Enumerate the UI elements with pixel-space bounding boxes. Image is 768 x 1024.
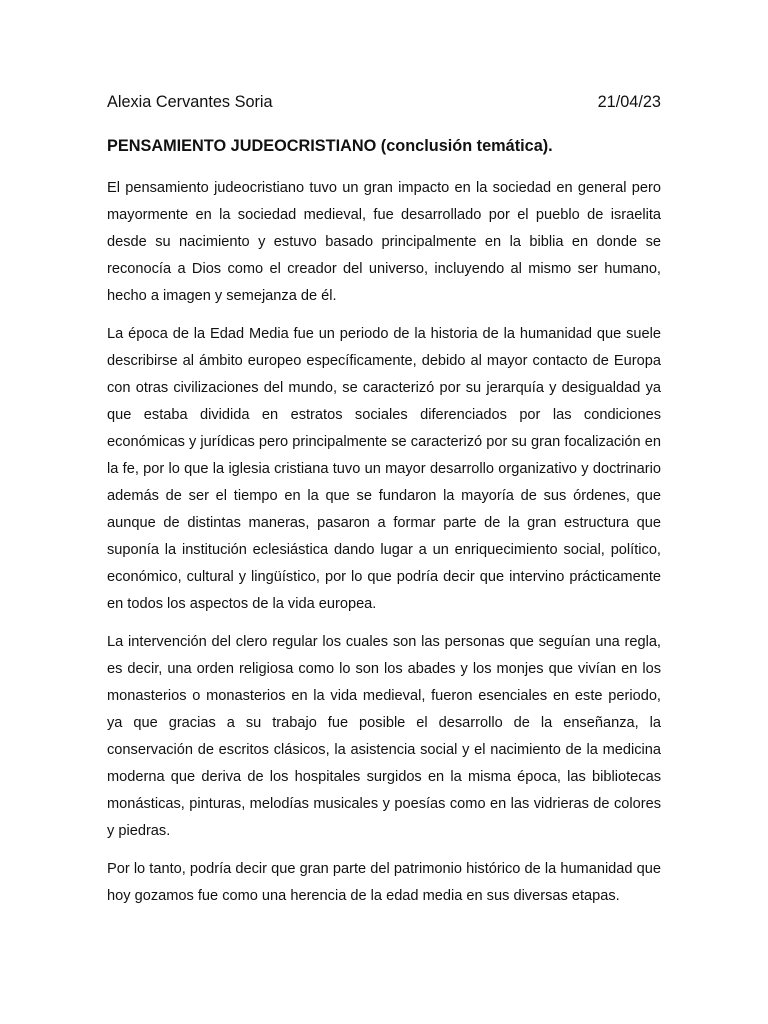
document-date: 21/04/23 <box>597 93 661 111</box>
paragraph-3: La intervención del clero regular los cuales son las personas que seguían una regla, es decir, una orden religiosa como lo son los abades y los monjes que vivían en los monasterios o monasterios en la vida medieval, fueron esenciales en este periodo, ya que gracias a su trabajo fue posible el desarrollo de la enseñanza, la conservación de escritos clásicos, la asistencia social y el nacimiento de la medicina moderna que deriva de los hospitales surgidos en la misma época, las bibliotecas monásticas, pinturas, melodías musicales y poesías como en las vidrieras de colores y piedras. <box>107 634 661 839</box>
paragraph-1: El pensamiento judeocristiano tuvo un gran impacto en la sociedad en general pero mayormente en la sociedad medieval, fue desarrollado por el pueblo de israelita desde su nacimiento y estuvo basado principalmente en la biblia en donde se reconocía a Dios como el creador del universo, incluyendo al mismo ser humano, hecho a imagen y semejanza de él. <box>107 180 661 304</box>
paragraph-4: Por lo tanto, podría decir que gran parte del patrimonio histórico de la humanidad que hoy gozamos fue como una herencia de la edad media en sus diversas etapas. <box>107 861 661 904</box>
paragraph-2: La época de la Edad Media fue un periodo de la historia de la humanidad que suele describirse al ámbito europeo específicamente, debido al mayor contacto de Europa con otras civilizaciones del mundo, se caracterizó por su jerarquía y desigualdad ya que estaba dividida en estratos sociales diferenciados por las condiciones económicas y jurídicas pero principalmente se caracterizó por su gran focalización en la fe, por lo que la iglesia cristiana tuvo un mayor desarrollo organizativo y doctrinario además de ser el tiempo en la que se fundaron la mayoría de sus órdenes, que aunque de distintas maneras, pasaron a formar parte de la gran estructura que suponía la institución eclesiástica dando lugar a un enriquecimiento social, político, económico, cultural y lingüístico, por lo que podría decir que intervino prácticamente en todos los aspectos de la vida europea. <box>107 326 661 612</box>
document-page <box>107 88 661 910</box>
document-title: PENSAMIENTO JUDEOCRISTIANO (conclusión temática). <box>107 137 553 155</box>
author-name: Alexia Cervantes Soria <box>107 93 273 111</box>
document-header <box>107 88 661 116</box>
